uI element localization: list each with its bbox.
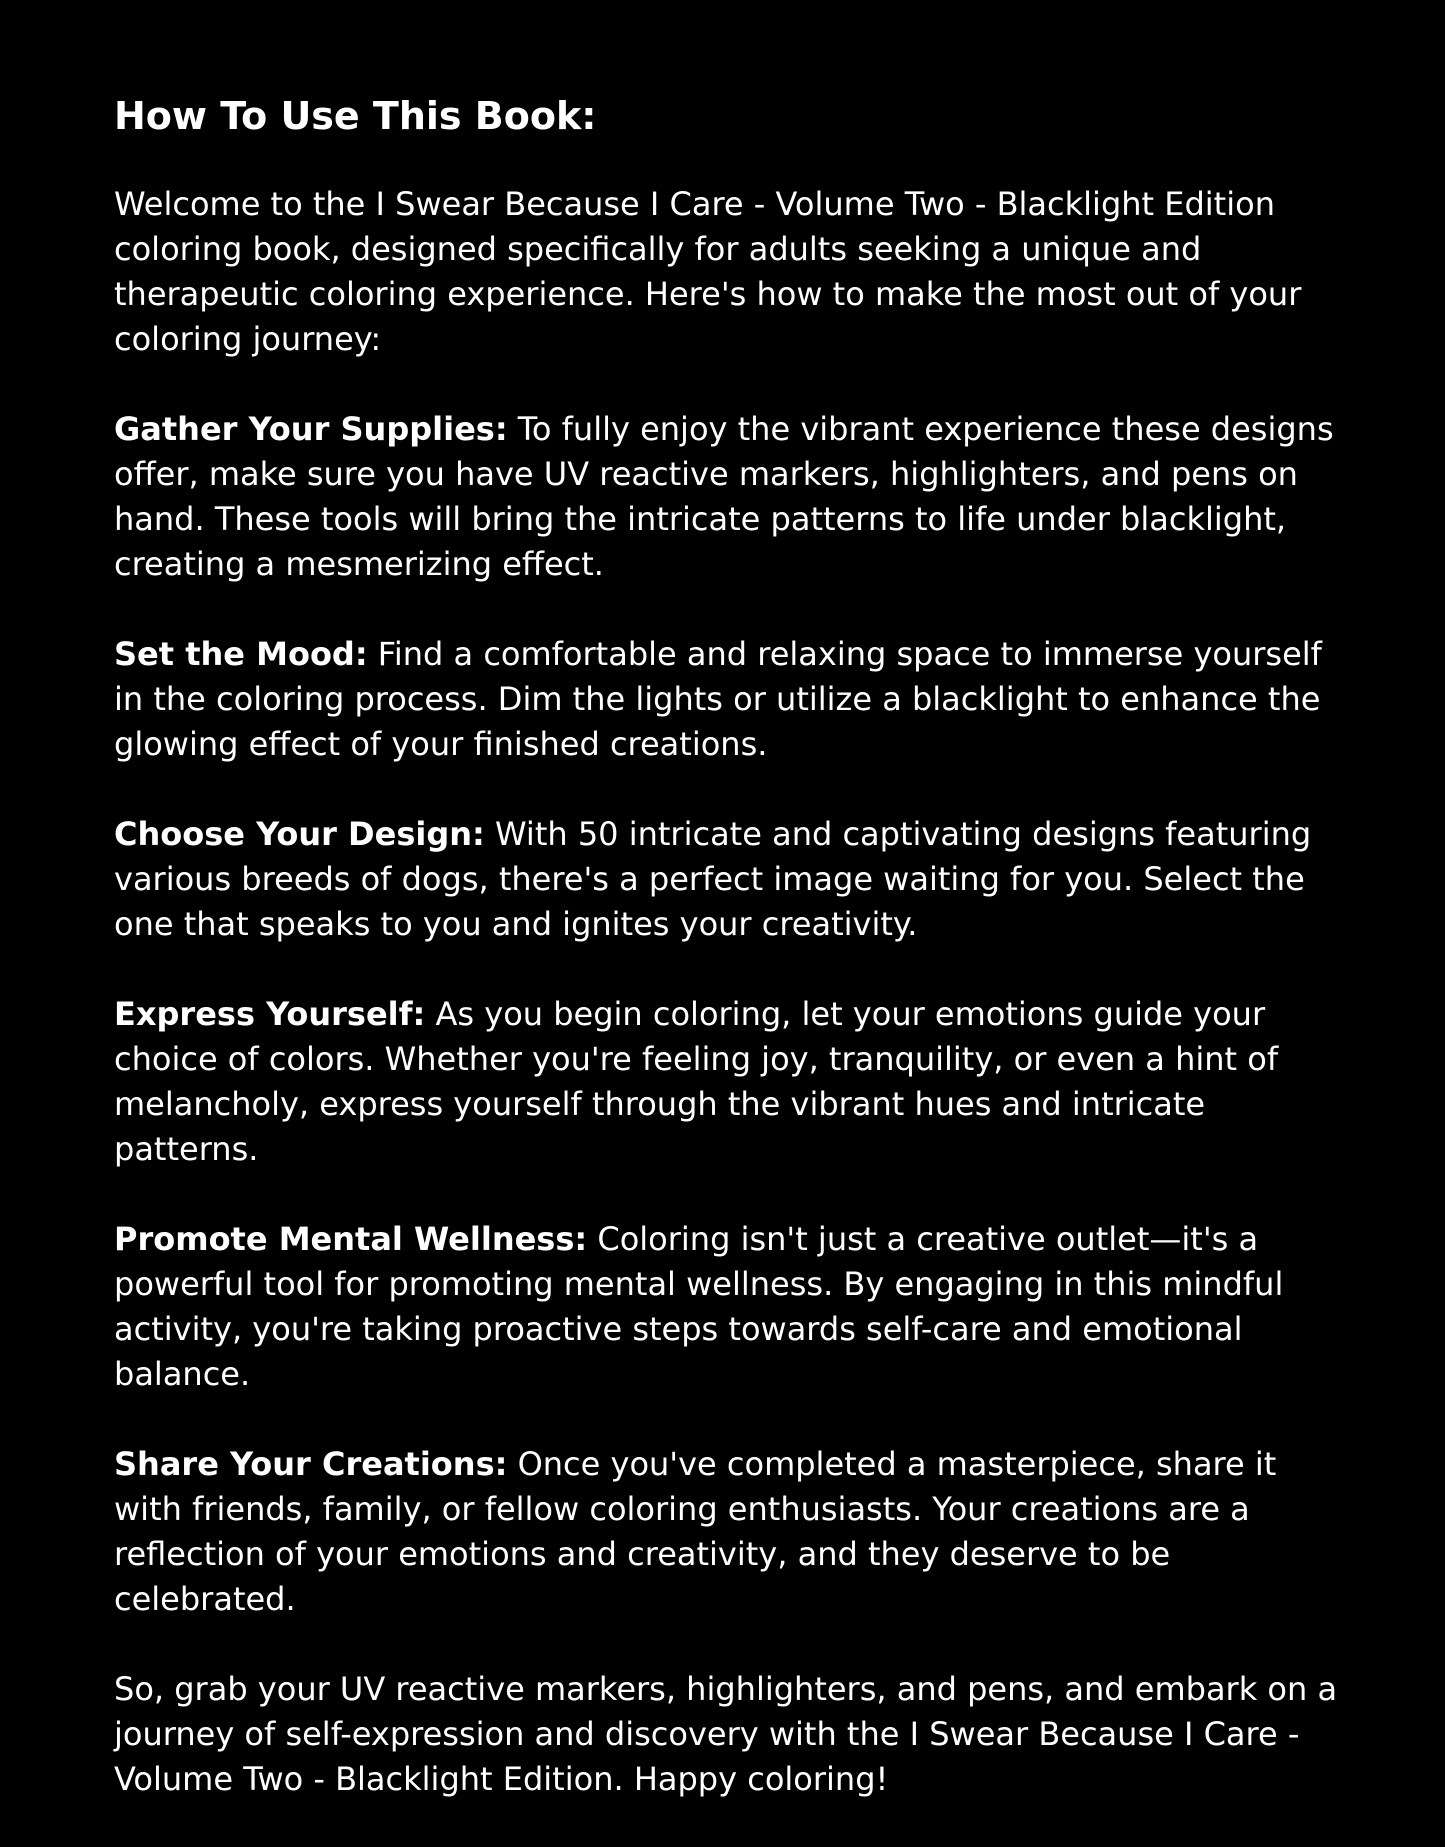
document-page [114,90,1346,1847]
section-express-yourself [114,992,1346,1172]
section-heading: Set the Mood: [114,635,368,673]
page-title: How To Use This Book: [114,94,597,138]
section-body: Once you've completed a masterpiece, share it with friends, family, or fellow coloring enthusiasts. Your creations are a reflection of your emotions and creativity, and they deserve to be celebrated. [114,1445,1277,1618]
section-heading: Express Yourself: [114,995,426,1033]
section-body: With 50 intricate and captivating designs featuring various breeds of dogs, there's a perfect image waiting for you. Select the one that speaks to you and ignites your creativity. [114,815,1312,943]
section-body: To fully enjoy the vibrant experience these designs offer, make sure you have UV reactive markers, highlighters, and pens on hand. These tools will bring the intricate patterns to life under blacklight, creating a mesmerizing effect. [114,410,1334,583]
section-body: As you begin coloring, let your emotions guide your choice of colors. Whether you're feeling joy, tranquility, or even a hint of melancholy, express yourself through the vibrant hues and intricate patterns. [114,995,1279,1168]
section-heading: Gather Your Supplies: [114,410,508,448]
closing-paragraph: So, grab your UV reactive markers, highlighters, and pens, and embark on a journey of self-expression and discovery with the I Swear Because I Care - Volume Two - Blacklight Edition. Happy coloring! [114,1670,1338,1798]
section-body: Coloring isn't just a creative outlet—it's a powerful tool for promoting mental wellness. By engaging in this mindful activity, you're taking proactive steps towards self-care and emotional balance. [114,1220,1284,1393]
intro-paragraph: Welcome to the I Swear Because I Care - Volume Two - Blacklight Edition coloring book, designed specifically for adults seeking a unique and therapeutic coloring experience. Here's how to make the most out of your coloring journey: [114,185,1302,358]
section-choose-design [114,812,1346,947]
section-heading: Share Your Creations: [114,1445,508,1483]
section-share-creations [114,1442,1346,1622]
section-mental-wellness [114,1217,1346,1397]
section-heading: Promote Mental Wellness: [114,1220,588,1258]
section-body: Find a comfortable and relaxing space to immerse yourself in the coloring process. Dim the lights or utilize a blacklight to enhance the glowing effect of your finished creations. [114,635,1322,763]
section-set-mood [114,632,1346,767]
section-heading: Choose Your Design: [114,815,485,853]
section-gather-supplies [114,407,1346,587]
